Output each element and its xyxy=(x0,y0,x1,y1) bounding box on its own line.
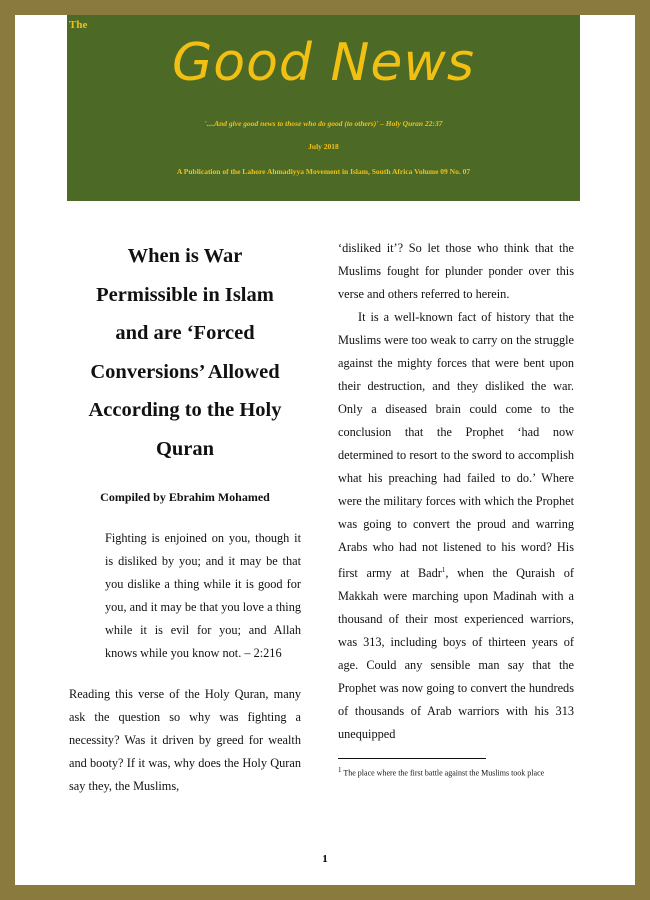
footnote xyxy=(338,765,568,779)
article-byline: Compiled by Ebrahim Mohamed xyxy=(100,490,270,504)
left-column xyxy=(69,237,301,798)
page-number: 1 xyxy=(322,853,328,865)
page xyxy=(15,15,635,885)
article-title xyxy=(69,237,301,468)
footnote-divider xyxy=(338,758,486,759)
title-line: and are ‘Forced xyxy=(115,322,255,344)
paragraph-2 xyxy=(338,306,574,746)
footnote-number: 1 xyxy=(338,766,342,775)
masthead-title: Good News xyxy=(172,33,475,93)
footnote-text: The place where the first battle against the Muslims took place xyxy=(341,768,545,778)
right-column xyxy=(338,237,574,779)
title-line: According to the Holy xyxy=(88,399,282,421)
masthead-date: July 2018 xyxy=(308,142,339,151)
paragraph-1-continued: ‘disliked it’? So let those who think that the Muslims fought for plunder ponder over this verse and others referred to herein. xyxy=(338,241,574,301)
title-line: Quran xyxy=(155,437,215,460)
footnote-marker: 1 xyxy=(441,566,446,574)
paragraph-2-part-a: It is a well-known fact of history that the Muslims were too weak to carry on the struggle against the mighty forces that were bent upon their destruction, and they disliked the war. Only a diseased brain could come to the conclusion that the Prophet ‘had now determined to resort to the sword to accomplish what his preaching had failed to do.’ Where were the military forces with which the Prophet was going to convert the proud and warring Arabs who had not listened to his word? His first army at Badr xyxy=(338,310,574,581)
title-line: Conversions’ Allowed xyxy=(90,360,280,383)
paragraph-1: Reading this verse of the Holy Quran, many ask the question so why was fighting a necessity? Was it driven by greed for wealth and booty? If it was, why does the Holy Quran say they, the Muslims, xyxy=(69,687,301,793)
title-line: Permissible in Islam xyxy=(96,283,274,306)
masthead-the: The xyxy=(69,19,88,31)
masthead-quote: '....And give good news to those who do good (to others)' – Holy Quran 22:37 xyxy=(204,119,443,128)
quran-quote: Fighting is enjoined on you, though it is disliked by you; and it may be that you dislike a thing while it is good for you, and it may be that you love a thing while it is evil for you; and Allah knows while you know not. – 2:216 xyxy=(105,531,301,660)
masthead-banner xyxy=(67,15,580,201)
masthead-publication: A Publication of the Lahore Ahmadiyya Movement in Islam, South Africa Volume 09 No. 07 xyxy=(176,167,471,176)
paragraph-2-part-b: , when the Quraish of Makkah were marching upon Madinah with a thousand of their most experienced warriors, was 313, including boys of thirteen years of age. Could any sensible man say that the Prophet was now going to convert the hundreds of thousands of Arab warriors with his 313 unequipped xyxy=(338,566,574,742)
title-line: When is War xyxy=(127,245,243,267)
